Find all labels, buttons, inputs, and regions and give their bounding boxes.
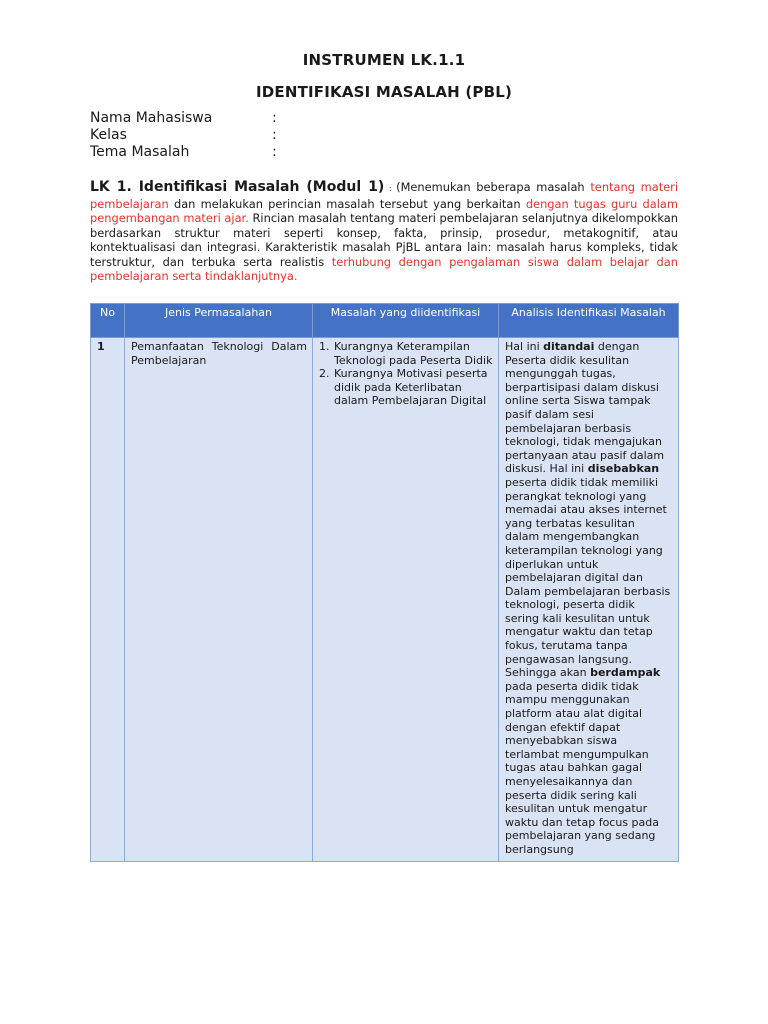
intro-text-2: dan melakukan perincian masalah tersebut yang berkaitan — [168, 196, 526, 211]
header-analisis: Analisis Identifikasi Masalah — [499, 304, 679, 338]
section-heading: LK 1. Identifikasi Masalah (Modul 1) — [90, 179, 385, 195]
table-header-row — [91, 304, 679, 338]
student-name-label: Nama Mahasiswa — [90, 110, 213, 126]
intro-highlight-1: tentang materi pembelajaran — [90, 180, 679, 211]
list-item: 2. Kurangnya Motivasi peserta didik pada Keterlibatan dalam Pembelajaran Digital — [333, 367, 493, 408]
analysis-text-1: Hal ini — [505, 340, 544, 353]
intro-highlight-2: dengan tugas guru dalam pengembangan materi ajar. — [90, 196, 678, 225]
header-no: No — [91, 304, 125, 338]
problem-identification-table — [90, 303, 679, 862]
cell-analisis — [499, 338, 679, 862]
cell-jenis: Pemanfaatan Teknologi Dalam Pembelajaran — [125, 338, 313, 862]
class-colon: : — [272, 127, 277, 143]
student-info — [90, 110, 277, 161]
cell-no: 1 — [91, 338, 125, 862]
student-name-colon: : — [272, 110, 277, 126]
problem-list — [319, 340, 493, 408]
analysis-text-2: dengan Peserta didik kesulitan mengunggah tugas, berpartisipasi dalam diskusi online serta Siswa tampak pasif dalam sesi pembelajaran berbasis teknologi, tidak mengajukan pertanyaan atau pasif dalam diskusi. Hal ini — [505, 340, 665, 476]
analysis-text-4: pada peserta didik tidak mampu menggunakan platform atau alat digital dengan efektif dapat menyebabkan siswa terlambat mengumpulkan tugas atau bahkan gagal menyelesaikannya dan peserta didik sering kali kesulitan untuk mengatur waktu dan tetap focus pada pembelajaran yang sedang berlangsung — [505, 679, 659, 856]
instructions-paragraph — [90, 180, 678, 284]
analysis-keyword-1: ditandai — [543, 340, 595, 353]
theme-colon: : — [272, 144, 277, 160]
theme-label: Tema Masalah — [90, 144, 190, 160]
analysis-text-3: peserta didik tidak memiliki perangkat teknologi yang memadai atau akses internet yang terbatas kesulitan dalam mengembangkan keterampilan teknologi yang diperlukan untuk pembelajaran digital dan Dalam pembelajaran berbasis teknologi, peserta didik sering kali kesulitan untuk mengatur waktu dan tetap fokus, terutama tanpa pengawasan langsung. Sehingga akan — [505, 475, 671, 680]
theme-row — [90, 144, 277, 161]
header-jenis-permasalahan: Jenis Permasalahan — [125, 304, 313, 338]
intro-text-3: Rincian masalah tentang materi pembelajaran selanjutnya dikelompokkan berdasarkan struktur materi seperti konsep, fakta, prinsip, prosedur, metakognitif, atau kontektualisasi dan integrasi. Karakteristik masalah PjBL antara lain: masalah harus kompleks, tidak terstruktur, dan terbuka serta realistis — [90, 211, 678, 269]
analysis-keyword-3: berdampak — [590, 666, 661, 680]
student-name-row — [90, 110, 277, 127]
header-masalah-diidentifikasi: Masalah yang diidentifikasi — [313, 304, 499, 338]
list-item: 1. Kurangnya Keterampilan Teknologi pada Peserta Didik — [333, 340, 493, 367]
table-row — [91, 338, 679, 862]
cell-masalah — [313, 338, 499, 862]
class-label: Kelas — [90, 127, 127, 143]
class-row — [90, 127, 277, 144]
document-title: INSTRUMEN LK.1.1 — [302, 51, 466, 69]
intro-text-1: (Menemukan beberapa masalah — [396, 180, 591, 194]
intro-highlight-3: terhubung dengan pengalaman siswa dalam belajar dan pembelajaran serta tindaklanjutnya. — [90, 254, 678, 283]
analysis-keyword-2: disebabkan — [587, 462, 660, 476]
document-subtitle: IDENTIFIKASI MASALAH (PBL) — [255, 83, 513, 101]
heading-colon: : — [384, 184, 397, 193]
